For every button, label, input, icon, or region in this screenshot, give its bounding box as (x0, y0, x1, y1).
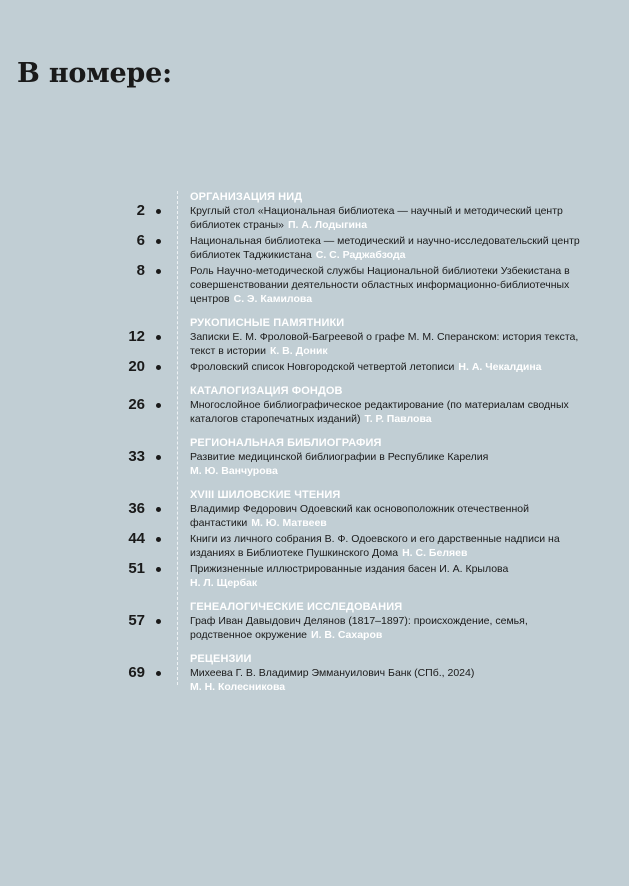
bullet-icon (156, 671, 161, 676)
article-author: С. С. Раджабзода (315, 249, 406, 261)
article-title: Граф Иван Давыдович Делянов (1817–1897): происхождение, семья, родственное окружение (190, 615, 528, 641)
article-author: Н. Л. Щербак (190, 577, 258, 589)
article-title: Фроловский список Новгородской четвертой летописи (190, 361, 455, 373)
article-title: Записки Е. М. Фроловой-Багреевой о графе М. М. Сперанском: история текста, текст в истории (190, 331, 579, 357)
page-number: 26 (128, 396, 145, 413)
toc-entry[interactable] (0, 502, 629, 530)
bullet-icon (156, 403, 161, 408)
toc-entry[interactable] (0, 398, 629, 426)
toc-entry[interactable] (0, 360, 629, 374)
article-title: Многослойное библиографическое редактирование (по материалам сводных каталогов старопечатных изданий) (190, 399, 569, 425)
page-number: 36 (128, 500, 145, 517)
article-title: Книги из личного собрания В. Ф. Одоевского и его дарственные надписи на изданиях в Библиотеке Пушкинского Дома (190, 533, 560, 559)
bullet-icon (156, 537, 161, 542)
toc-entry[interactable] (0, 532, 629, 560)
bullet-icon (156, 239, 161, 244)
section-title: ГЕНЕАЛОГИЧЕСКИЕ ИССЛЕДОВАНИЯ (190, 601, 403, 613)
bullet-icon (156, 455, 161, 460)
toc-section-manuscripts (0, 316, 629, 374)
page-number: 12 (128, 328, 145, 345)
table-of-contents (0, 190, 629, 696)
page-number: 44 (128, 530, 145, 547)
toc-section-reviews (0, 652, 629, 694)
bullet-icon (156, 269, 161, 274)
article-title: Владимир Федорович Одоевский как основоположник отечественной фантастики (190, 503, 529, 529)
article-author: Т. Р. Павлова (364, 413, 432, 425)
article-author: И. В. Сахаров (311, 629, 383, 641)
article-author: Н. А. Чекалдина (458, 361, 542, 373)
article-author: М. Н. Колесникова (190, 681, 286, 693)
section-title: ОРГАНИЗАЦИЯ НИД (190, 191, 303, 203)
toc-entry[interactable] (0, 204, 629, 232)
page-number: 2 (136, 202, 145, 219)
toc-section-shilov-readings (0, 488, 629, 590)
toc-entry[interactable] (0, 562, 629, 590)
article-title: Национальная библиотека — методический и научно-исследовательский центр библиотек Таджикистана (190, 235, 580, 261)
section-title: РУКОПИСНЫЕ ПАМЯТНИКИ (190, 317, 345, 329)
bullet-icon (156, 507, 161, 512)
article-title: Михеева Г. В. Владимир Эммануилович Банк (СПб., 2024) (190, 667, 475, 679)
bullet-icon (156, 619, 161, 624)
toc-section-regional-bibliography (0, 436, 629, 478)
section-title: РЕГИОНАЛЬНАЯ БИБЛИОГРАФИЯ (190, 437, 382, 449)
toc-entry[interactable] (0, 666, 629, 694)
page-number: 69 (128, 664, 145, 681)
toc-entry[interactable] (0, 234, 629, 262)
page-number: 6 (136, 232, 145, 249)
article-title: Прижизненные иллюстрированные издания басен И. А. Крылова (190, 563, 509, 575)
page-number: 33 (128, 448, 145, 465)
bullet-icon (156, 209, 161, 214)
section-title: РЕЦЕНЗИИ (190, 653, 252, 665)
toc-entry[interactable] (0, 330, 629, 358)
article-author: Н. С. Беляев (402, 547, 468, 559)
article-author: С. Э. Камилова (233, 293, 313, 305)
bullet-icon (156, 567, 161, 572)
section-title: КАТАЛОГИЗАЦИЯ ФОНДОВ (190, 385, 343, 397)
page-number: 8 (136, 262, 145, 279)
article-author: П. А. Лодыгина (288, 219, 368, 231)
bullet-icon (156, 335, 161, 340)
toc-entry[interactable] (0, 450, 629, 478)
article-author: М. Ю. Ванчурова (190, 465, 278, 477)
page-number: 20 (128, 358, 145, 375)
section-title: XVIII ШИЛОВСКИЕ ЧТЕНИЯ (190, 489, 341, 501)
page-number: 51 (128, 560, 145, 577)
page-number: 57 (128, 612, 145, 629)
article-title: Круглый стол «Национальная библиотека — научный и методический центр библиотек страны» (190, 205, 563, 231)
toc-section-organization (0, 190, 629, 306)
toc-entry[interactable] (0, 264, 629, 306)
toc-section-genealogy (0, 600, 629, 642)
bullet-icon (156, 365, 161, 370)
page-title: В номере: (17, 58, 172, 89)
article-title: Роль Научно-методической службы Национальной библиотеки Узбекистана в совершенствовании деятельности областных информационно-библиотечных центров (190, 265, 570, 305)
article-title: Развитие медицинской библиографии в Республике Карелия (190, 451, 489, 463)
toc-section-cataloguing (0, 384, 629, 426)
article-author: М. Ю. Матвеев (251, 517, 327, 529)
toc-entry[interactable] (0, 614, 629, 642)
article-author: К. В. Доник (269, 345, 328, 357)
